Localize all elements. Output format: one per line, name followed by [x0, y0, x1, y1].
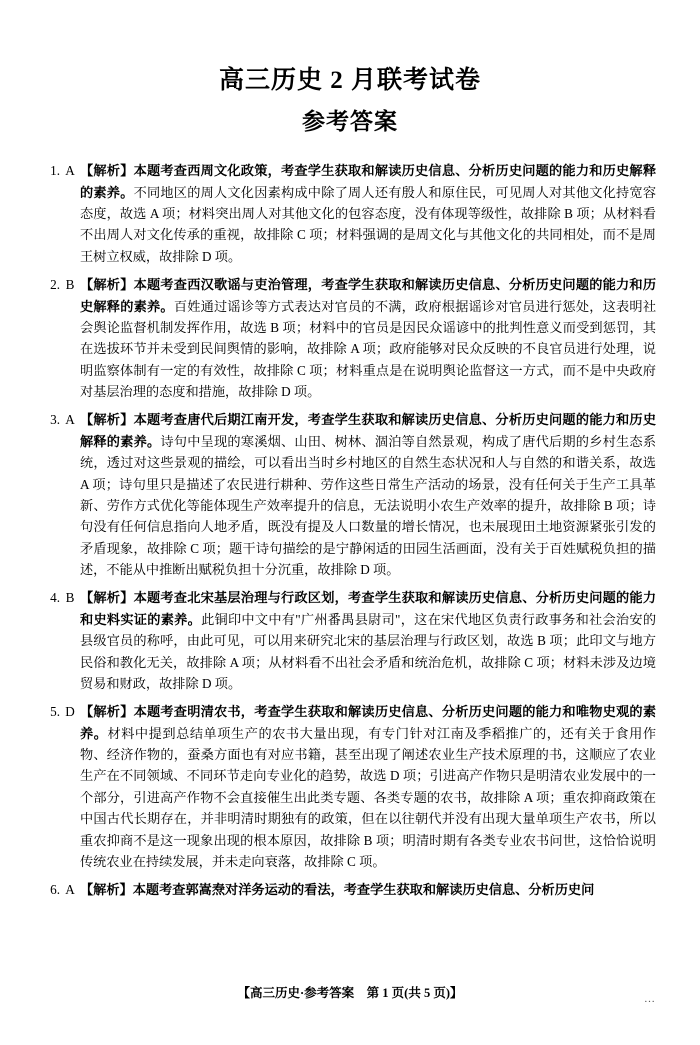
question-answer: D [65, 704, 75, 720]
analysis-body: 百姓通过谣诊等方式表达对官员的不满，政府根据谣诊对官员进行惩处，这表明社会舆论监督机制发挥作用，故选 B 项；材料中的官员是因民众谣谚中的批判性意义而受到惩罚，其在选拔环节并未受到民间舆情的影响，故排除 A 项；政府能够对民众反映的不良官员进行处理，说明监察体制有一定的有效性，故排除 C 项；材料重点是在说明舆论监督这一方式，而不是中央政府对基层治理的态度和措施，故排除 D 项。 [80, 298, 657, 400]
analysis-body: 不同地区的周人文化因素构成中除了周人还有殷人和原住民，可见周人对其他文化持宽容态度，故选 A 项；材料突出周人对其他文化的包容态度，没有体现等级性，故排除 B 项；从材料看不出周人对文化传承的重视，故排除 C 项；材料强调的是周文化与其他文化的共同相处，而不是周王树立权威，故排除 D 项。 [80, 184, 657, 264]
list-item [44, 409, 656, 580]
list-item [44, 160, 656, 267]
question-answer: B [65, 277, 75, 293]
analysis-body: 材料中提到总结单项生产的农书大量出现，有专门针对江南及季稻推广的，还有关于食用作物、经济作物的，蚕桑方面也有对应书籍，甚至出现了阐述农业生产技术原理的书，这顺应了农业生产在不同领域、不同环节走向专业化的趋势，故选 D 项；引进高产作物只是明清农业发展中的一个部分，引进高产作物不会直接催生出此类专题、各类专题的农书，故排除 A 项；重农抑商政策在中国古代长期存在，并非明清时期独有的政策，但在以往朝代并没有出现大量单项生产农书，所以重农抑商不是这一现象出现的根本原因，故排除 B 项；明清时期有各类专业农书问世，这恰恰说明传统农业在持续发展，并未走向衰落，故排除 C 项。 [80, 725, 657, 869]
analysis-lead: 本题考查北宋基层治理与行政区划，考查学生获取和解读历史信息、分析历史问题的能力和史料实证的素养。 [80, 590, 657, 627]
page-subtitle: 参考答案 [302, 108, 398, 134]
analysis-lead: 本题考查明清农书，考查学生获取和解读历史信息、分析历史问题的能力和唯物史观的素养。 [80, 704, 657, 741]
question-number: 4. [50, 590, 60, 606]
question-answer: A [65, 882, 75, 898]
analysis-label: 【解析】 [80, 412, 134, 428]
analysis-body: 诗句中呈现的寒溪烟、山田、树林、涸泊等自然景观，构成了唐代后期的乡村生态系统，透过对这些景观的描绘，可以看出当时乡村地区的自然生态状况和人与自然的和谐关系，故选 A 项；诗句里只是描述了农民进行耕种、劳作这些日常生产活动的场景，没有任何关于生产工具革新、劳作方式优化等能体现生产效率提升的信息，无法说明小农生产效率的提升，故排除 B 项；诗句没有任何信息指向人地矛盾，既没有提及人口数量的增长情况，也未展现田土地资源紧张引发的矛盾现象，故排除 C 项；题干诗句描绘的是宁静闲适的田园生活画面，没有关于百姓赋税负担的描述，不能从中推断出赋税负担十分沉重，故排除 D 项。 [80, 433, 657, 578]
question-explanation [80, 409, 656, 580]
question-explanation [80, 274, 656, 402]
page-title: 高三历史 2 月联考试卷 [218, 67, 481, 94]
title-block [0, 62, 700, 140]
list-item [44, 701, 656, 872]
list-item [44, 879, 656, 900]
question-explanation [80, 587, 656, 694]
question-explanation [80, 160, 656, 267]
analysis-label: 【解析】 [80, 590, 134, 606]
question-answer: B [65, 590, 75, 606]
answer-sheet-page [0, 62, 700, 1045]
analysis-lead: 本题考查郭嵩焘对洋务运动的看法，考查学生获取和解读历史信息、分析历史问 [132, 882, 595, 898]
answers-list [44, 160, 656, 900]
analysis-label: 【解析】 [80, 163, 134, 179]
page-footer: 【高三历史·参考答案 第 1 页(共 5 页)】 [237, 986, 463, 1000]
question-answer: A [65, 163, 75, 179]
footer-marks: … [644, 993, 656, 1005]
analysis-label: 【解析】 [80, 277, 134, 293]
analysis-lead: 本题考查西周文化政策，考查学生获取和解读历史信息、分析历史问题的能力和历史解释的素养。 [80, 163, 657, 200]
question-explanation [80, 701, 656, 872]
analysis-lead: 本题考查西汉歌谣与吏治管理，考查学生获取和解读历史信息、分析历史问题的能力和历史解释的素养。 [80, 277, 657, 314]
list-item [44, 587, 656, 694]
question-number: 6. [50, 882, 60, 898]
analysis-label: 【解析】 [80, 704, 134, 720]
question-number: 3. [50, 412, 60, 428]
question-answer: A [65, 412, 75, 428]
analysis-lead: 本题考查唐代后期江南开发，考查学生获取和解读历史信息、分析历史问题的能力和历史解释的素养。 [80, 412, 657, 449]
question-number: 2. [50, 277, 60, 293]
analysis-body: 此铜印中文中有"广州番禺县尉司"，这在宋代地区负责行政事务和社会治安的县级官员的称呼，由此可见，可以用来研究北宋的基层治理与行政区划，故选 B 项；此印文与地方民俗和教化无关，故排除 A 项；从材料看不出社会矛盾和统治危机，故排除 C 项；材料未涉及边境贸易和财政，故排除 D 项。 [80, 611, 657, 691]
question-number: 1. [50, 163, 60, 179]
list-item [44, 274, 656, 402]
question-number: 5. [50, 704, 60, 720]
question-explanation [80, 879, 656, 900]
analysis-label: 【解析】 [80, 882, 133, 898]
